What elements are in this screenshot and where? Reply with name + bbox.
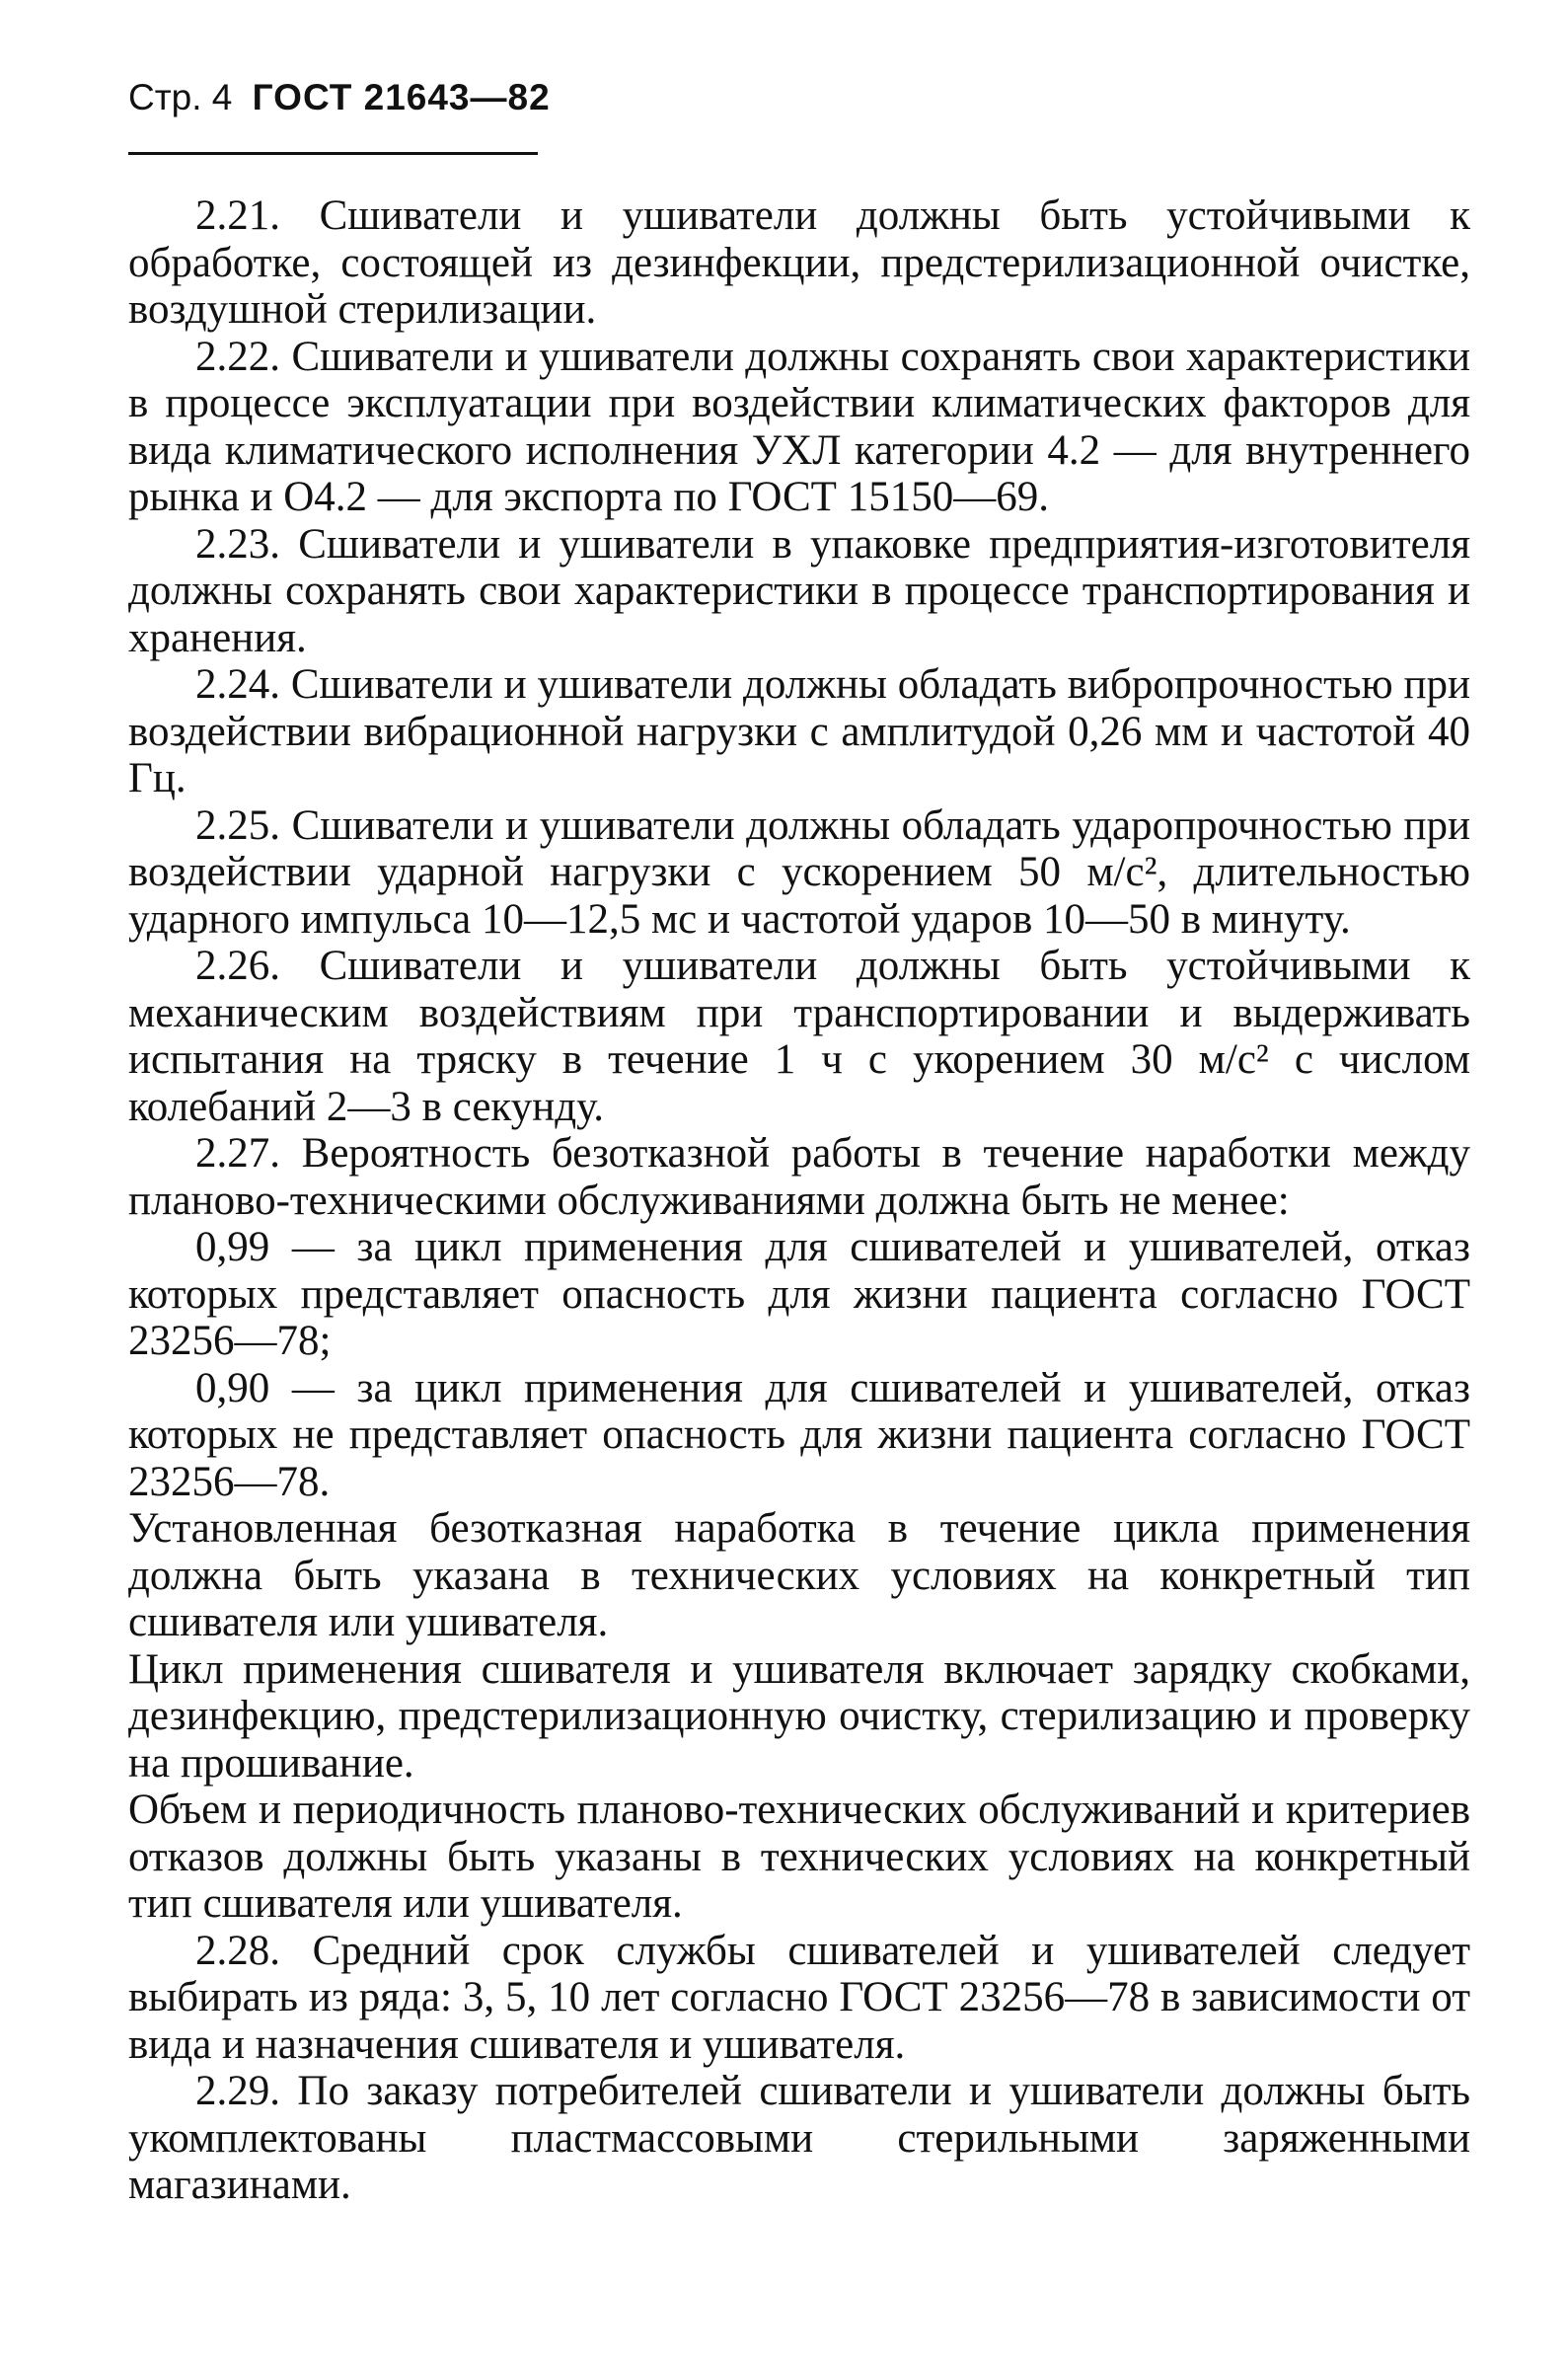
- clause-2-28: 2.28. Средний срок службы сшивателей и ушивателей следует выбирать из ряда: 3, 5, 10 лет согласно ГОСТ 23256—78 в зависимости от вида и назначения сшивателя и ушивателя.: [128, 1927, 1470, 2068]
- clause-2-25: 2.25. Сшиватели и ушиватели должны обладать ударопрочностью при воздействии ударной нагрузки с ускорением 50 м/с², длительностью ударного импульса 10—12,5 мс и частотой ударов 10—50 в минуту.: [128, 801, 1470, 943]
- paragraph-usage-cycle: Цикл применения сшивателя и ушивателя включает зарядку скобками, дезинфекцию, предстерилизационную очистку, стерилизацию и проверку на прошивание.: [128, 1645, 1470, 1787]
- clause-2-24: 2.24. Сшиватели и ушиватели должны обладать вибропрочностью при воздействии вибрационной нагрузки с амплитудой 0,26 мм и частотой 40 Гц.: [128, 661, 1470, 801]
- paragraph-established-operating-time: Установленная безотказная наработка в течение цикла применения должна быть указана в технических условиях на конкретный тип сшивателя или ушивателя.: [128, 1505, 1470, 1645]
- probability-item-090: 0,90 — за цикл применения для сшивателей и ушивателей, отказ которых не представляет опасность для жизни пациента согласно ГОСТ 23256—78.: [128, 1364, 1470, 1505]
- standard-code: ГОСТ 21643—82: [252, 77, 551, 117]
- clause-2-26: 2.26. Сшиватели и ушиватели должны быть устойчивыми к механическим воздействиям при транспортировании и выдерживать испытания на тряску в течение 1 ч с укорением 30 м/с² с числом колебаний 2—3 в секунду.: [128, 943, 1470, 1130]
- document-page: [128, 79, 1470, 2209]
- paragraph-maintenance-scope: Объем и периодичность планово-технических обслуживаний и критериев отказов должны быть указаны в технических условиях на конкретный тип сшивателя или ушивателя.: [128, 1787, 1470, 1927]
- probability-item-099: 0,99 — за цикл применения для сшивателей и ушивателей, отказ которых представляет опасность для жизни пациента согласно ГОСТ 23256—78;: [128, 1224, 1470, 1364]
- page-number: Стр. 4: [128, 77, 233, 117]
- body-text: [128, 192, 1470, 2209]
- clause-2-27: 2.27. Вероятность безотказной работы в течение наработки между планово-техническими обслуживаниями должна быть не менее:: [128, 1130, 1470, 1224]
- running-header: [128, 79, 1470, 138]
- clause-2-23: 2.23. Сшиватели и ушиватели в упаковке предприятия-изготовителя должны сохранять свои характеристики в процессе транспортирования и хранения.: [128, 520, 1470, 661]
- clause-2-29: 2.29. По заказу потребителей сшиватели и ушиватели должны быть укомплектованы пластмассовыми стерильными заряженными магазинами.: [128, 2068, 1470, 2208]
- clause-2-21: 2.21. Сшиватели и ушиватели должны быть устойчивыми к обработке, состоящей из дезинфекции, предстерилизационной очистке, воздушной стерилизации.: [128, 192, 1470, 333]
- header-rule: [128, 152, 538, 155]
- clause-2-22: 2.22. Сшиватели и ушиватели должны сохранять свои характеристики в процессе эксплуатации при воздействии климатических факторов для вида климатического исполнения УХЛ категории 4.2 — для внутреннего рынка и О4.2 — для экспорта по ГОСТ 15150—69.: [128, 333, 1470, 520]
